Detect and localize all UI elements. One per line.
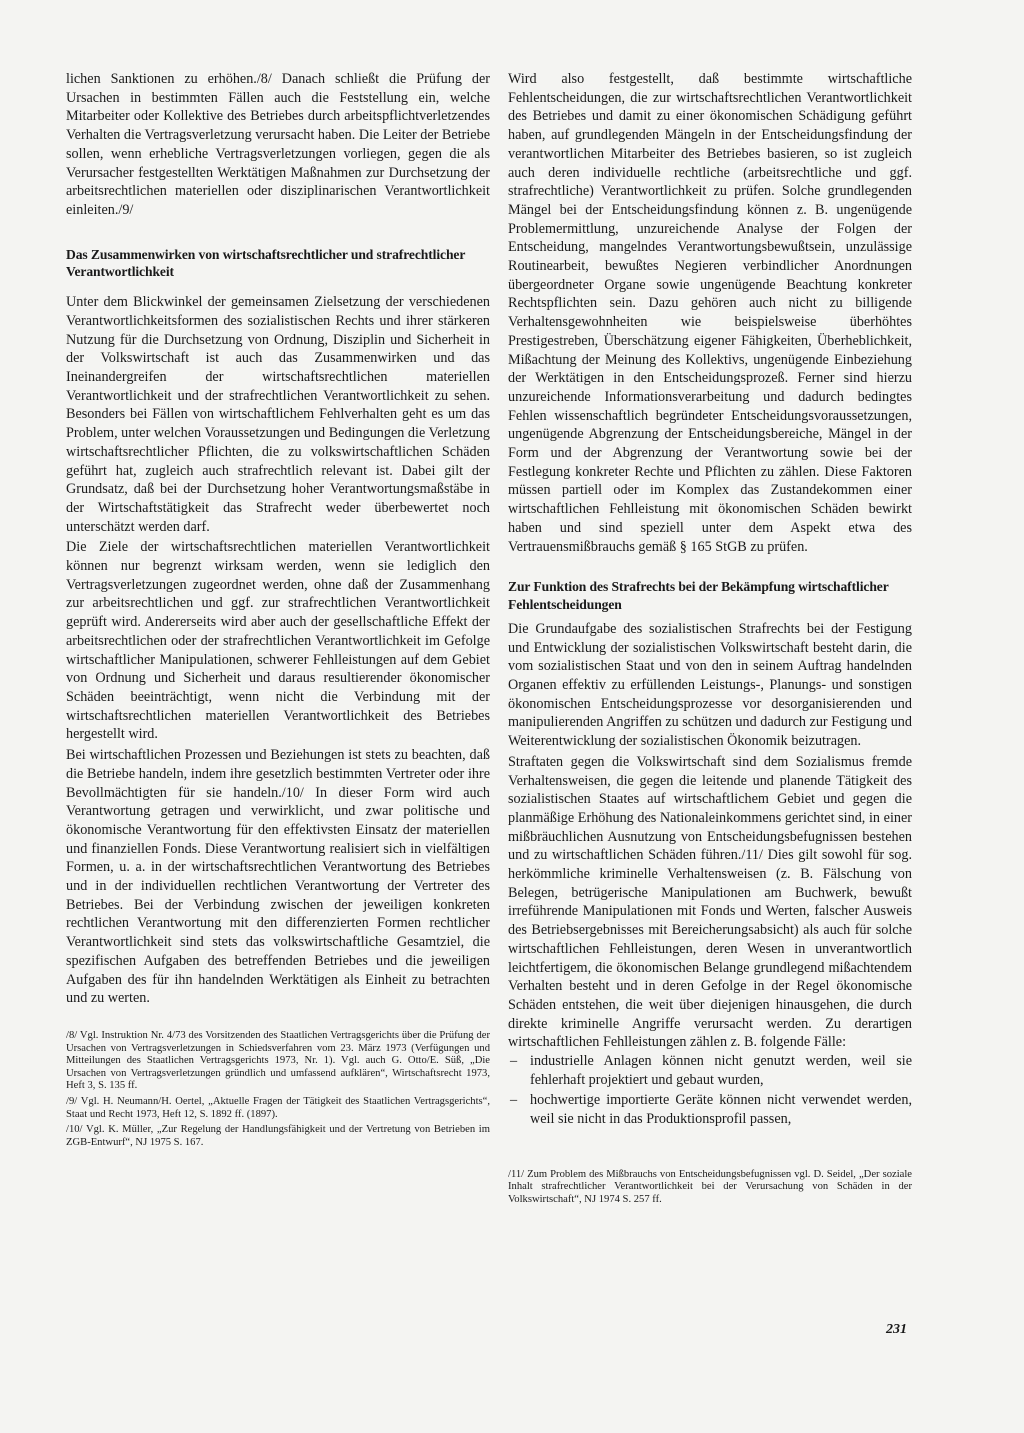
section-heading-funktion-strafrecht: Zur Funktion des Strafrechts bei der Bekämpfung wirtschaftlicher Fehlentscheidungen bbox=[508, 579, 889, 613]
right-footnotes bbox=[508, 1169, 912, 1207]
left-paragraph: Unter dem Blickwinkel der gemeinsamen Zielsetzung der verschiedenen Verantwortlichkeitsformen des sozialistischen Rechts und ihrer stärkeren Nutzung für die Durchsetzung von Ordnung, Disziplin und Sicherheit in der Volkswirtschaft ist auch das Zusammenwirken und das Ineinandergreifen der wirtschaftsrechtlichen materiellen Verantwortlichkeit und der strafrechtlichen Verantwortlichkeit zu sehen. Besonders bei Fällen von wirtschaftlichem Fehlverhalten geht es um das Problem, unter welchen Voraussetzungen und Bedingungen die Verletzung wirtschaftsrechtlicher Pflichten, die zu volkswirtschaftlichen Schäden geführt hat, zugleich auch strafrechtlich relevant ist. Dabei gilt der Grundsatz, daß bei der Durchsetzung hoher Verantwortungsmaßstäbe in der Wirtschaftstätigkeit das Strafrecht weder überbewertet noch unterschätzt werden darf. bbox=[66, 294, 490, 535]
footnote-8: /8/ Vgl. Instruktion Nr. 4/73 des Vorsitzenden des Staatlichen Vertragsgerichts über die Prüfung der Ursachen von Vertragsverletzungen in Schiedsverfahren vom 23. März 1973 (Verfügungen und Mitteilungen des Staatlichen Vertragsgerichts 1973, Nr. 1). Vgl. auch G. Otto/E. Süß, „Die Ursachen von Vertragsverletzungen gründlich und umfassend aufklären“, Wirtschaftsrecht 1973, Heft 3, S. 135 ff. bbox=[66, 1029, 490, 1092]
dash-marker: – bbox=[510, 1053, 518, 1070]
section-heading-zusammenwirken: Das Zusammenwirken von wirtschaftsrechtlicher und strafrechtlicher Verantwortlichkeit bbox=[66, 246, 466, 280]
right-column bbox=[508, 70, 912, 1207]
list-item-text: industrielle Anlagen können nicht genutzt werden, weil sie fehlerhaft projektiert und gebaut wurden, bbox=[530, 1053, 912, 1088]
right-paragraph: Straftaten gegen die Volkswirtschaft sind dem Sozialismus fremde Verhaltensweisen, die gegen die leitende und planende Tätigkeit des sozialistischen Staates auf wirtschaftlichem Gebiet und gegen die planmäßige Erhöhung des Nationaleinkommens gerichtet sind, in einer mißbräuchlichen Ausnutzung von Entscheidungsbefugnissen bestehen und zu wirtschaftlichen Schäden führen./11/ Dies gilt sowohl für sog. herkömmliche kriminelle Verhaltensweisen (z. B. Fälschung von Belegen, betrügerische Manipulationen am Buchwerk, bewußt irreführende Manipulationen mit Fonds und Werten, falscher Ausweis des Betriebsergebnisses mit Bereicherungsabsicht) als auch für solche wirtschaftlichen Fehlleistungen, deren Wesen in unverantwortlich leichtfertigem, die ökonomischen Belange grundlegend mißachtendem Verhalten besteht und in deren Gefolge in der Regel ökonomische Schäden entstehen, die weit über diejenigen hinausgehen, die durch direkte kriminelle Angriffe verursacht werden. Zu derartigen wirtschaftlichen Fehlleistungen zählen z. B. folgende Fälle: bbox=[508, 753, 912, 1051]
right-intro-paragraph: Wird also festgestellt, daß bestimmte wirtschaftliche Fehlentscheidungen, die zur wirtschaftsrechtlichen Verantwortlichkeit des Betriebes und damit zu einer ökonomischen Schädigung geführt haben, auf grundlegenden Mängeln in der Entscheidungsfindung der verantwortlichen Mitarbeiter des Betriebes basieren, so ist zugleich auch deren individuelle rechtliche (arbeitsrechtliche und ggf. strafrechtliche) Verantwortlichkeit zu prüfen. Solche grundlegenden Mängel bei der Entscheidungsfindung können z. B. ungenügende Problemermittlung, unzureichende Analyse der Folgen der Entscheidung, mangelndes Verantwortungsbewußtsein, unzulässige Routinearbeit, bewußtes Negieren verbindlicher Anordnungen übergeordneter Organe sowie ungenügende Beachtung konkreter Rechtspflichten sein. Dazu gehören auch nicht zu billigende Verhaltensgewohnheiten wie beispielsweise überhöhtes Prestigestreben, Überschätzung eigener Fähigkeiten, Überheblichkeit, Mißachtung der Meinung des Kollektivs, ungenügende Einbeziehung der Werktätigen in den Entscheidungsprozeß. Ferner sind hierzu unzureichende Informationsverarbeitung und dadurch bedingtes Fehlen wissenschaftlich begründeter Entscheidungsvoraussetzungen, ungenügende Abgrenzung der Entscheidungsbereiche, Mängel in der Form und der Abgrenzung der Verantwortung sowie bei der Festlegung konkreter Rechte und Pflichten zu zählen. Diese Faktoren müssen partiell oder im Komplex das Zustandekommen einer wirtschaftlichen Fehlleistung mit ökonomischen Schäden bewirkt haben und sind speziell unter dem Aspekt etwa des Vertrauensmißbrauchs gemäß § 165 StGB zu prüfen. bbox=[508, 71, 912, 555]
left-paragraph: Bei wirtschaftlichen Prozessen und Beziehungen ist stets zu beachten, daß die Betriebe handeln, indem ihre gesetzlich bestimmten Vertreter oder ihre Bevollmächtigten für sie handeln./10/ In dieser Form wird auch Verantwortung getragen und verwirklicht, und zwar politische und ökonomische Verantwortung für den effektivsten Einsatz der materiellen und finanziellen Fonds. Diese Verantwortung realisiert sich in vielfältigen Formen, u. a. in der wirtschaftsrechtlichen Verantwortung des Betriebes und in der individuellen rechtlichen Verantwortung der Vertreter des Betriebes. Bei der Verbindung zwischen der jeweiligen konkreten rechtlichen Verantwortung mit den differenzierten Formen rechtlicher Verantwortlichkeit sind stets das volkswirtschaftliche Gesamtziel, die spezifischen Aufgaben des betreffenden Betriebes und die jeweiligen Aufgaben des für ihn handelnden Werktätigen als Einheit zu betrachten und zu werten. bbox=[66, 747, 490, 1007]
footnote-10: /10/ Vgl. K. Müller, „Zur Regelung der Handlungsfähigkeit und der Vertretung von Betrieben im ZGB-Entwurf“, NJ 1975 S. 167. bbox=[66, 1124, 490, 1148]
dash-marker: – bbox=[510, 1092, 518, 1109]
page-number: 231 bbox=[886, 1322, 907, 1337]
footnote-9: /9/ Vgl. H. Neumann/H. Oertel, „Aktuelle Fragen der Tätigkeit des Staatlichen Vertragsgerichts“, Staat und Recht 1973, Heft 12, S. 1892 ff. (1897). bbox=[66, 1095, 490, 1120]
dash-list bbox=[508, 1052, 912, 1129]
right-paragraph: Die Grundaufgabe des sozialistischen Strafrechts bei der Festigung und Entwicklung der sozialistischen Volkswirtschaft besteht darin, die vom sozialistischen Staat und von den in seinem Auftrag handelnden Organen effektiv zu erfüllenden Leistungs-, Planungs- und sonstigen ökonomischen Entscheidungsprozesse vor desorganisierenden und manipulierenden Angriffen zu schützen und dadurch zur Festigung und Weiterentwicklung der sozialistischen Ökonomik beizutragen. bbox=[508, 620, 912, 750]
list-item-text: hochwertige importierte Geräte können nicht verwendet werden, weil sie nicht in das Produktionsprofil passen, bbox=[530, 1092, 912, 1128]
footnote-11: /11/ Zum Problem des Mißbrauchs von Entscheidungsbefugnissen vgl. D. Seidel, „Der soziale Inhalt strafrechtlicher Verantwortlichkeit bei der Verursachung von Schäden in der Volkswirtschaft“, NJ 1974 S. 257 ff. bbox=[508, 1168, 912, 1206]
list-item bbox=[508, 1091, 912, 1128]
left-paragraph: Die Ziele der wirtschaftsrechtlichen materiellen Verantwortlichkeit können nur begrenzt wirksam werden, wenn sie lediglich den Vertragsverletzungen zugeordnet werden, ohne daß der Zusammenhang zur arbeitsrechtlichen und ggf. zur strafrechtlichen Verantwortlichkeit geprüft wird. Andererseits wird aber auch der gesellschaftliche Effekt der arbeitsrechtlichen oder der strafrechtlichen Verantwortlichkeit im Gefolge wirtschaftlicher Manipulationen, schwerer Fehlleistungen auf dem Gebiet von Ordnung und Sicherheit und daraus resultierender ökonomischer Schäden beeinträchtigt, wenn nicht die Verbindung mit der wirtschaftsrechtlichen materiellen Verantwortlichkeit des Betriebes hergestellt wird. bbox=[66, 539, 490, 743]
list-item bbox=[508, 1052, 912, 1089]
left-column bbox=[66, 70, 490, 1149]
left-footnotes bbox=[66, 1030, 490, 1149]
left-intro-paragraph: lichen Sanktionen zu erhöhen./8/ Danach schließt die Prüfung der Ursachen in bestimmten Fällen auch die Feststellung ein, welche Mitarbeiter oder Kollektive des Betriebes durch arbeitspflichtverletzendes Verhalten die Vertragsverletzung verursacht haben. Die Leiter der Betriebe sollen, wenn erhebliche Vertragsverletzungen vorliegen, gegen die als Verursacher festgestellten Werktätigen Maßnahmen zur Durchsetzung der arbeitsrechtlichen materiellen oder disziplinarischen Verantwortlichkeit einleiten./9/ bbox=[66, 71, 490, 218]
